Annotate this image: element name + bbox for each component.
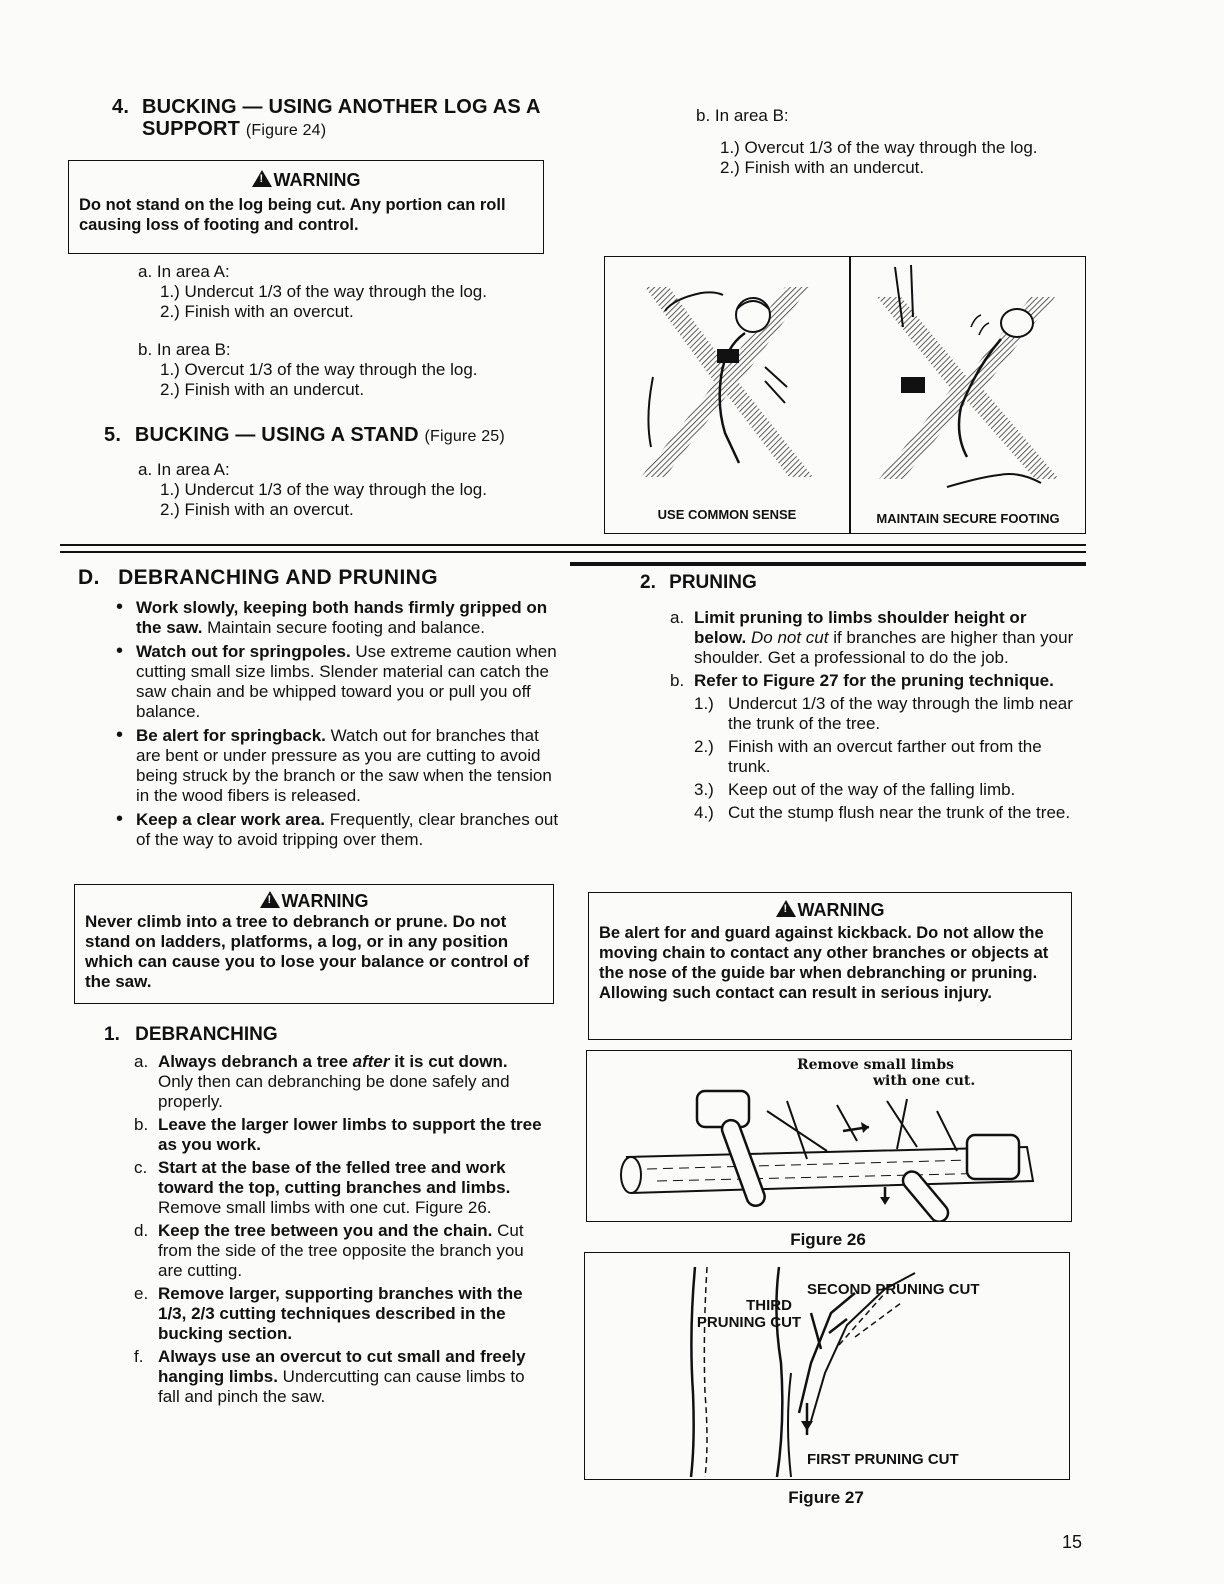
debranching-heading: 1. DEBRANCHING xyxy=(104,1024,278,1045)
list-item: 3.) Keep out of the way of the falling limb. xyxy=(694,780,1016,799)
list-item: b. Refer to Figure 27 for the pruning technique. xyxy=(670,671,1054,690)
list-item: a. Always debranch a tree after it is cut down. Only then can debranching be done safely and properly. xyxy=(134,1052,510,1111)
warning-icon xyxy=(260,891,280,908)
second-pruning-cut-label: SECOND PRUNING CUT xyxy=(807,1281,980,1298)
figure-27 xyxy=(584,1252,1070,1480)
list-item: • Be alert for springback. Watch out for branches that are bent or under pressure as you are cutting to avoid being struck by the branch or the saw when the tension in the wood fibers is released. xyxy=(114,726,560,806)
pruning-steps xyxy=(670,608,1074,826)
bucking-log-steps: a. In area A: 1.) Undercut 1/3 of the way through the log. 2.) Finish with an overcut. b. In area B: 1.) Overcut 1/3 of the way through the log. 2.) Finish with an undercut. xyxy=(138,262,487,399)
list-item: 4.) Cut the stump flush near the trunk of the tree. xyxy=(694,803,1071,822)
warning-box-kickback xyxy=(588,892,1072,1040)
bucking-stand-heading: 5. BUCKING — USING A STAND (Figure 25) xyxy=(104,424,505,446)
section-title: BUCKING — USING ANOTHER LOG AS A SUPPORT xyxy=(142,96,540,140)
use-common-sense-caption: USE COMMON SENSE xyxy=(657,507,797,522)
list-item: a. Limit pruning to limbs shoulder height or below. Do not cut if branches are higher than your shoulder. Get a professional to do the job. xyxy=(670,608,1074,667)
figure-26-label: Remove small limbs with one cut. xyxy=(797,1057,976,1089)
warning-icon xyxy=(776,900,796,917)
section-divider xyxy=(60,551,1086,553)
page-number: 15 xyxy=(1062,1532,1083,1552)
figure-26 xyxy=(586,1050,1072,1222)
warning-title: WARNING xyxy=(797,900,885,920)
first-pruning-cut-label: FIRST PRUNING CUT xyxy=(807,1451,959,1468)
use-common-sense-illustration xyxy=(605,257,849,503)
list-item: c. Start at the base of the felled tree and work toward the top, cutting branches and limbs. Remove small limbs with one cut. Figure 26. xyxy=(134,1158,511,1217)
warning-text: Do not stand on the log being cut. Any portion can roll causing loss of footing and control. xyxy=(79,196,506,234)
safety-illustrations xyxy=(604,256,1086,534)
section-divider xyxy=(60,544,1086,546)
list-item: • Keep a clear work area. Frequently, clear branches out of the way to avoid tripping over them. xyxy=(114,810,560,850)
list-item: 2.) Finish with an overcut farther out from the trunk. xyxy=(694,737,1042,776)
list-item: e. Remove larger, supporting branches with the 1/3, 2/3 cutting techniques described in the bucking section. xyxy=(134,1284,523,1343)
list-item: f. Always use an overcut to cut small and freely hanging limbs. Undercutting can cause limbs to fall and pinch the saw. xyxy=(134,1347,526,1406)
warning-icon xyxy=(252,170,272,187)
debranching-section-heading: D. DEBRANCHING AND PRUNING xyxy=(78,566,438,589)
warning-title: WARNING xyxy=(281,891,369,911)
list-item: • Work slowly, keeping both hands firmly gripped on the saw. Maintain secure footing and balance. xyxy=(114,598,560,638)
list-item: d. Keep the tree between you and the chain. Cut from the side of the tree opposite the branch you are cutting. xyxy=(134,1221,524,1280)
figure-27-caption: Figure 27 xyxy=(788,1488,864,1507)
section-number: 4. xyxy=(112,96,130,118)
debranching-steps xyxy=(134,1052,542,1410)
pruning-heading: 2. PRUNING xyxy=(640,572,757,593)
warning-title: !WARNING xyxy=(69,170,543,191)
figure-ref: (Figure 24) xyxy=(245,122,327,139)
maintain-secure-footing-caption: MAINTAIN SECURE FOOTING xyxy=(876,511,1060,526)
maintain-secure-footing-illustration xyxy=(851,257,1085,507)
warning-text: Be alert for and guard against kickback. Do not allow the moving chain to contact any other branches or objects at the nose of the guide bar when debranching or pruning. Allowing such contact can result in serious injury. xyxy=(599,924,1049,1002)
third-pruning-cut-label: THIRD PRUNING CUT xyxy=(696,1297,802,1331)
warning-box-climb xyxy=(74,884,554,1004)
debranching-safety-bullets xyxy=(114,598,560,854)
warning-box-log-roll xyxy=(68,160,544,254)
section-divider xyxy=(570,562,1086,566)
list-item: b. Leave the larger lower limbs to support the tree as you work. xyxy=(134,1115,542,1154)
list-item: 1.) Undercut 1/3 of the way through the limb near the trunk of the tree. xyxy=(694,694,1073,733)
bucking-stand-area-b: b. In area B: 1.) Overcut 1/3 of the way through the log. 2.) Finish with an undercut. xyxy=(696,106,1038,177)
bucking-another-log-heading xyxy=(112,96,562,140)
list-item: • Watch out for springpoles. Use extreme caution when cutting small size limbs. Slender material can catch the saw chain and be whipped toward you or pull you off balance. xyxy=(114,642,560,722)
warning-text: Never climb into a tree to debranch or prune. Do not stand on ladders, platforms, a log, or in any position which can cause you to lose your balance or control of the saw. xyxy=(85,912,529,991)
bucking-stand-steps: a. In area A: 1.) Undercut 1/3 of the way through the log. 2.) Finish with an overcut. xyxy=(138,460,487,519)
figure-26-caption: Figure 26 xyxy=(790,1230,866,1249)
debranching-illustration xyxy=(587,1051,1071,1221)
